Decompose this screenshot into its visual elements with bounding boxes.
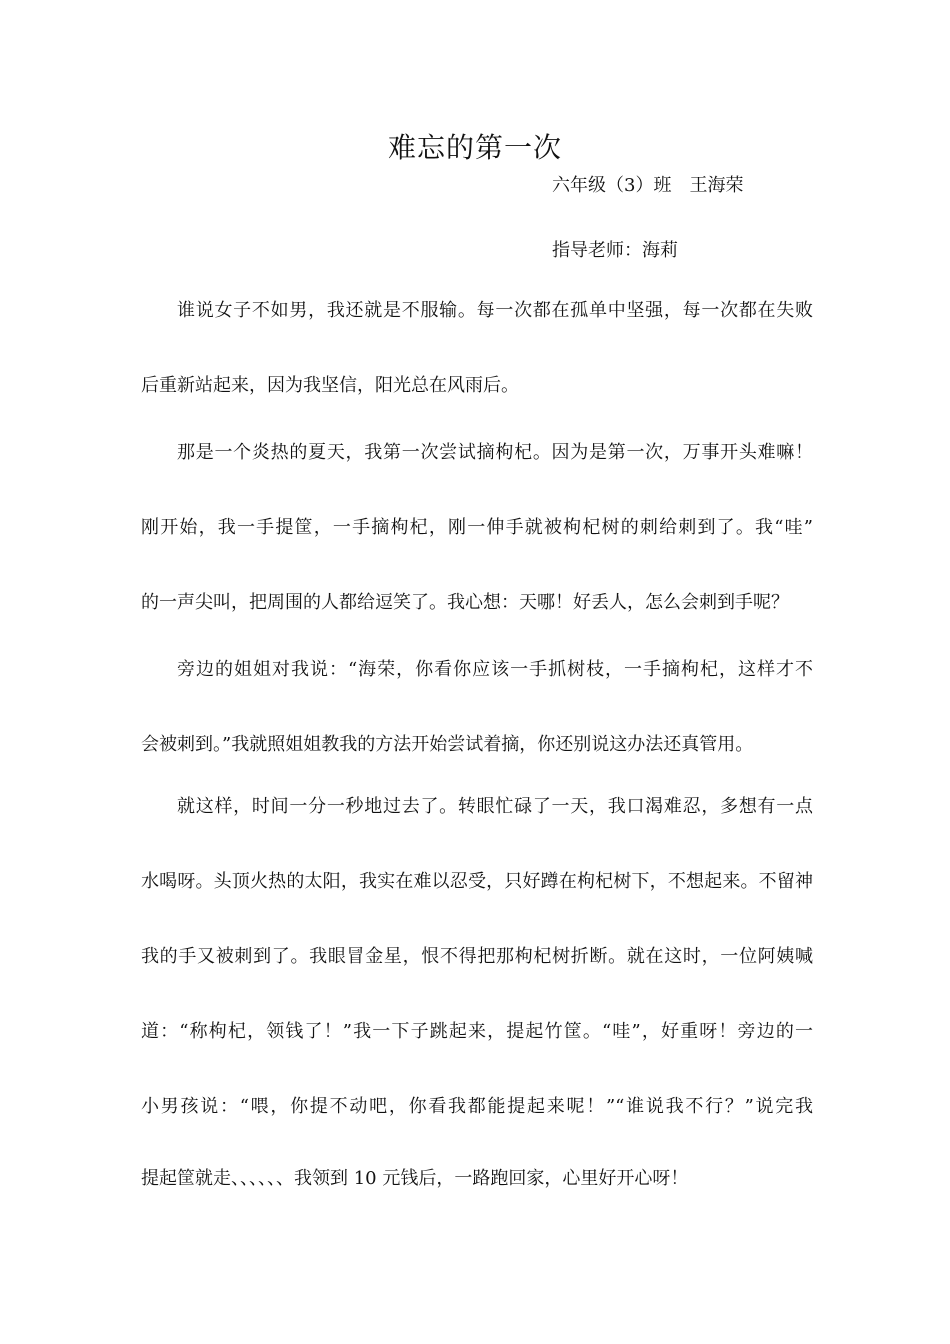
paragraph-4-line-3: 我的手又被刺到了。我眼冒金星，恨不得把那枸杞树折断。就在这时，一位阿姨喊	[141, 946, 813, 967]
paragraph-3-line-1: 旁边的姐姐对我说：“海荣，你看你应该一手抓树枝，一手摘枸杞，这样才不	[177, 659, 813, 680]
paragraph-1-line-1: 谁说女子不如男，我还就是不服输。每一次都在孤单中坚强，每一次都在失败	[177, 300, 813, 321]
author-class-line: 六年级（3）班 王海荣	[552, 175, 744, 196]
paragraph-4-line-5: 小男孩说：“喂，你提不动吧，你看我都能提起来呢！”“谁说我不行？”说完我	[141, 1096, 813, 1117]
paragraph-4-line-4: 道：“称枸杞，领钱了！”我一下子跳起来，提起竹筐。“哇”，好重呀！旁边的一	[141, 1021, 813, 1042]
teacher-line: 指导老师：海莉	[552, 240, 678, 261]
paragraph-4-line-1: 就这样，时间一分一秒地过去了。转眼忙碌了一天，我口渴难忍，多想有一点	[177, 796, 813, 817]
paragraph-2-line-1: 那是一个炎热的夏天，我第一次尝试摘枸杞。因为是第一次，万事开头难嘛！	[177, 442, 813, 463]
paragraph-1-line-2: 后重新站起来，因为我坚信，阳光总在风雨后。	[141, 375, 519, 396]
paragraph-2-line-2: 刚开始，我一手提筐，一手摘枸杞，刚一伸手就被枸杞树的刺给刺到了。我“哇”	[141, 517, 813, 538]
paragraph-2-line-3: 的一声尖叫，把周围的人都给逗笑了。我心想：天哪！好丢人，怎么会刺到手呢？	[141, 592, 789, 613]
paragraph-4-line-2: 水喝呀。头顶火热的太阳，我实在难以忍受，只好蹲在枸杞树下，不想起来。不留神	[141, 871, 813, 892]
document-title: 难忘的第一次	[387, 131, 562, 164]
paragraph-4-line-6: 提起筐就走、、、、、、我领到 10 元钱后，一路跑回家，心里好开心呀！	[141, 1168, 689, 1189]
paragraph-3-line-2: 会被刺到。”我就照姐姐教我的方法开始尝试着摘，你还别说这办法还真管用。	[141, 734, 754, 755]
